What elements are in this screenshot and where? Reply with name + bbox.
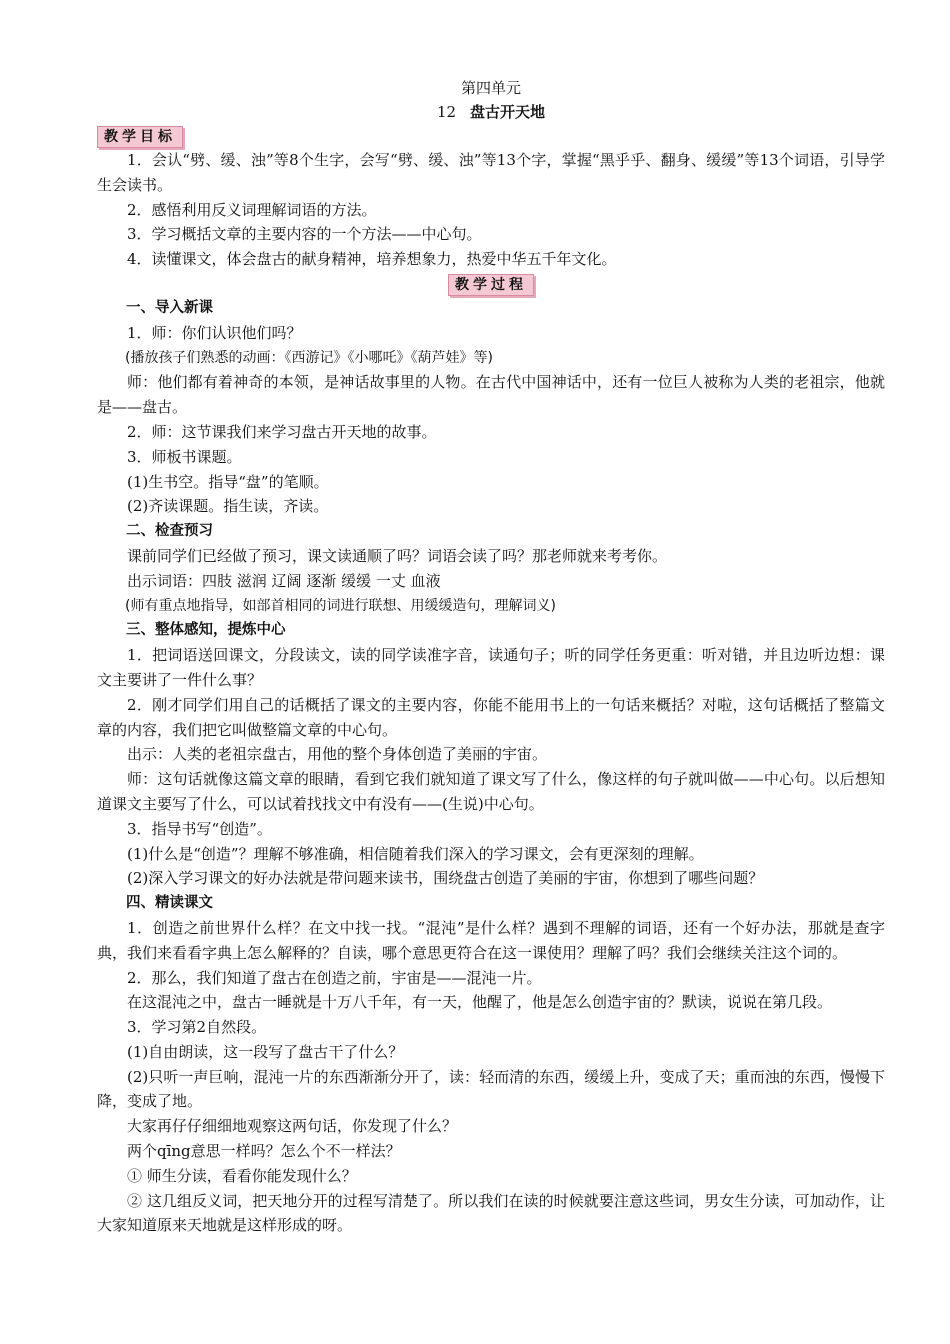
section-heading: 二、检查预习 <box>126 523 213 540</box>
document-content <box>97 76 885 1238</box>
paragraph: 课前同学们已经做了预习，课文读通顺了吗？词语会读了吗？那老师就来考考你。 <box>127 546 668 565</box>
objective-item: 1．会认“劈、缓、浊”等8个生字，会写“劈、缓、浊”等13个字，掌握“黑乎乎、翻身、缓缓”等13个词语，引导学生会读书。 <box>97 151 885 194</box>
section-heading: 四、精读课文 <box>126 895 213 912</box>
paragraph: ① 师生分读，看看你能发现什么？ <box>127 1166 357 1185</box>
lesson-name: 盘古开天地 <box>470 103 546 121</box>
objective-item: 4．读懂课文，体会盘古的献身精神，培养想象力，热爱中华五千年文化。 <box>127 250 617 269</box>
paragraph: 2．刚才同学们用自己的话概括了课文的主要内容，你能不能用书上的一句话来概括？对啦，这句话概括了整篇文章的内容，我们把它叫做整篇文章的中心句。 <box>97 695 885 739</box>
objectives-banner-row <box>97 124 885 148</box>
paragraph-note: (师有重点地指导，如部首相同的词进行联想、用缓缓造句，理解词义) <box>125 597 556 614</box>
paragraph: 师：这句话就像这篇文章的眼睛，看到它我们就知道了课文写了什么，像这样的句子就叫做——中心句。以后想知道课文主要写了什么，可以试着找找文中有没有——(生说)中心句。 <box>97 770 885 813</box>
paragraph: ② 这几组反义词，把天地分开的过程写清楚了。所以我们在读的时候就要注意这些词，男女生分读，可加动作，让大家知道原来天地就是这样形成的呀。 <box>97 1191 885 1235</box>
paragraph: (2)只听一声巨响，混沌一片的东西渐渐分开了，读：轻而清的东西，缓缓上升，变成了天；重而浊的东西，慢慢下降，变成了地。 <box>97 1067 885 1111</box>
unit-title: 第四单元 <box>460 79 521 97</box>
paragraph: 大家再仔仔细细地观察这两句话，你发现了什么？ <box>127 1117 458 1136</box>
paragraph: (1)自由朗读，这一段写了盘古干了什么？ <box>127 1042 404 1061</box>
paragraph: (2)齐读课题。指生读，齐读。 <box>127 497 329 516</box>
paragraph: 3．指导书写“创造”。 <box>127 819 272 838</box>
paragraph: 出示词语：四肢 滋润 辽阔 逐渐 缓缓 一丈 血液 <box>127 571 441 590</box>
paragraph: 2．师：这节课我们来学习盘古开天地的故事。 <box>127 422 437 441</box>
paragraph: 2．那么，我们知道了盘古在创造之前，宇宙是——混沌一片。 <box>127 968 542 987</box>
paragraph: 3．学习第2自然段。 <box>127 1018 267 1037</box>
objective-item: 2．感悟利用反义词理解词语的方法。 <box>127 200 377 219</box>
paragraph-note: (播放孩子们熟悉的动画：《西游记》《小哪吒》《葫芦娃》等) <box>125 349 493 366</box>
paragraph: (1)什么是“创造”？理解不够准确，相信随着我们深入的学习课文，会有更深刻的理解。 <box>127 844 704 863</box>
section-heading: 一、导入新课 <box>126 299 213 316</box>
paragraph: 两个qīng意思一样吗？怎么个不一样法？ <box>127 1142 401 1161</box>
paragraph: 3．师板书课题。 <box>127 447 242 466</box>
paragraph: (1)生书空。指导“盘”的笔顺。 <box>127 472 329 491</box>
paragraph: 师：他们都有着神奇的本领，是神话故事里的人物。在古代中国神话中，还有一位巨人被称为人类的老祖宗，他就是——盘古。 <box>97 373 885 417</box>
objective-item: 3．学习概括文章的主要内容的一个方法——中心句。 <box>127 225 482 244</box>
paragraph: 在这混沌之中，盘古一睡就是十万八千年，有一天，他醒了，他是怎么创造宇宙的？默读，说说在第几段。 <box>127 993 833 1012</box>
lesson-number: 12 <box>436 103 457 121</box>
paragraph: 1．师：你们认识他们吗？ <box>127 323 302 342</box>
process-banner-row <box>97 272 885 296</box>
process-banner: 教学过程 <box>448 274 534 296</box>
lesson-title <box>97 100 885 124</box>
objectives-banner: 教学目标 <box>97 126 183 148</box>
paragraph: 1．把词语送回课文，分段读文，读的同学读准字音，读通句子；听的同学任务更重：听对错，并且边听边想：课文主要讲了一件什么事？ <box>97 646 885 689</box>
paragraph: 1．创造之前世界什么样？在文中找一找。“混沌”是什么样？遇到不理解的词语，还有一个好办法，那就是查字典，我们来看看字典上怎么解释的？自读，哪个意思更符合在这一课使用？理解了吗？我们会继续关注这个词的。 <box>97 918 885 962</box>
paragraph: (2)深入学习课文的好办法就是带问题来读书，围绕盘古创造了美丽的宇宙，你想到了哪些问题？ <box>127 869 764 888</box>
section-heading: 三、整体感知，提炼中心 <box>126 622 286 639</box>
paragraph: 出示：人类的老祖宗盘古，用他的整个身体创造了美丽的宇宙。 <box>127 745 548 764</box>
